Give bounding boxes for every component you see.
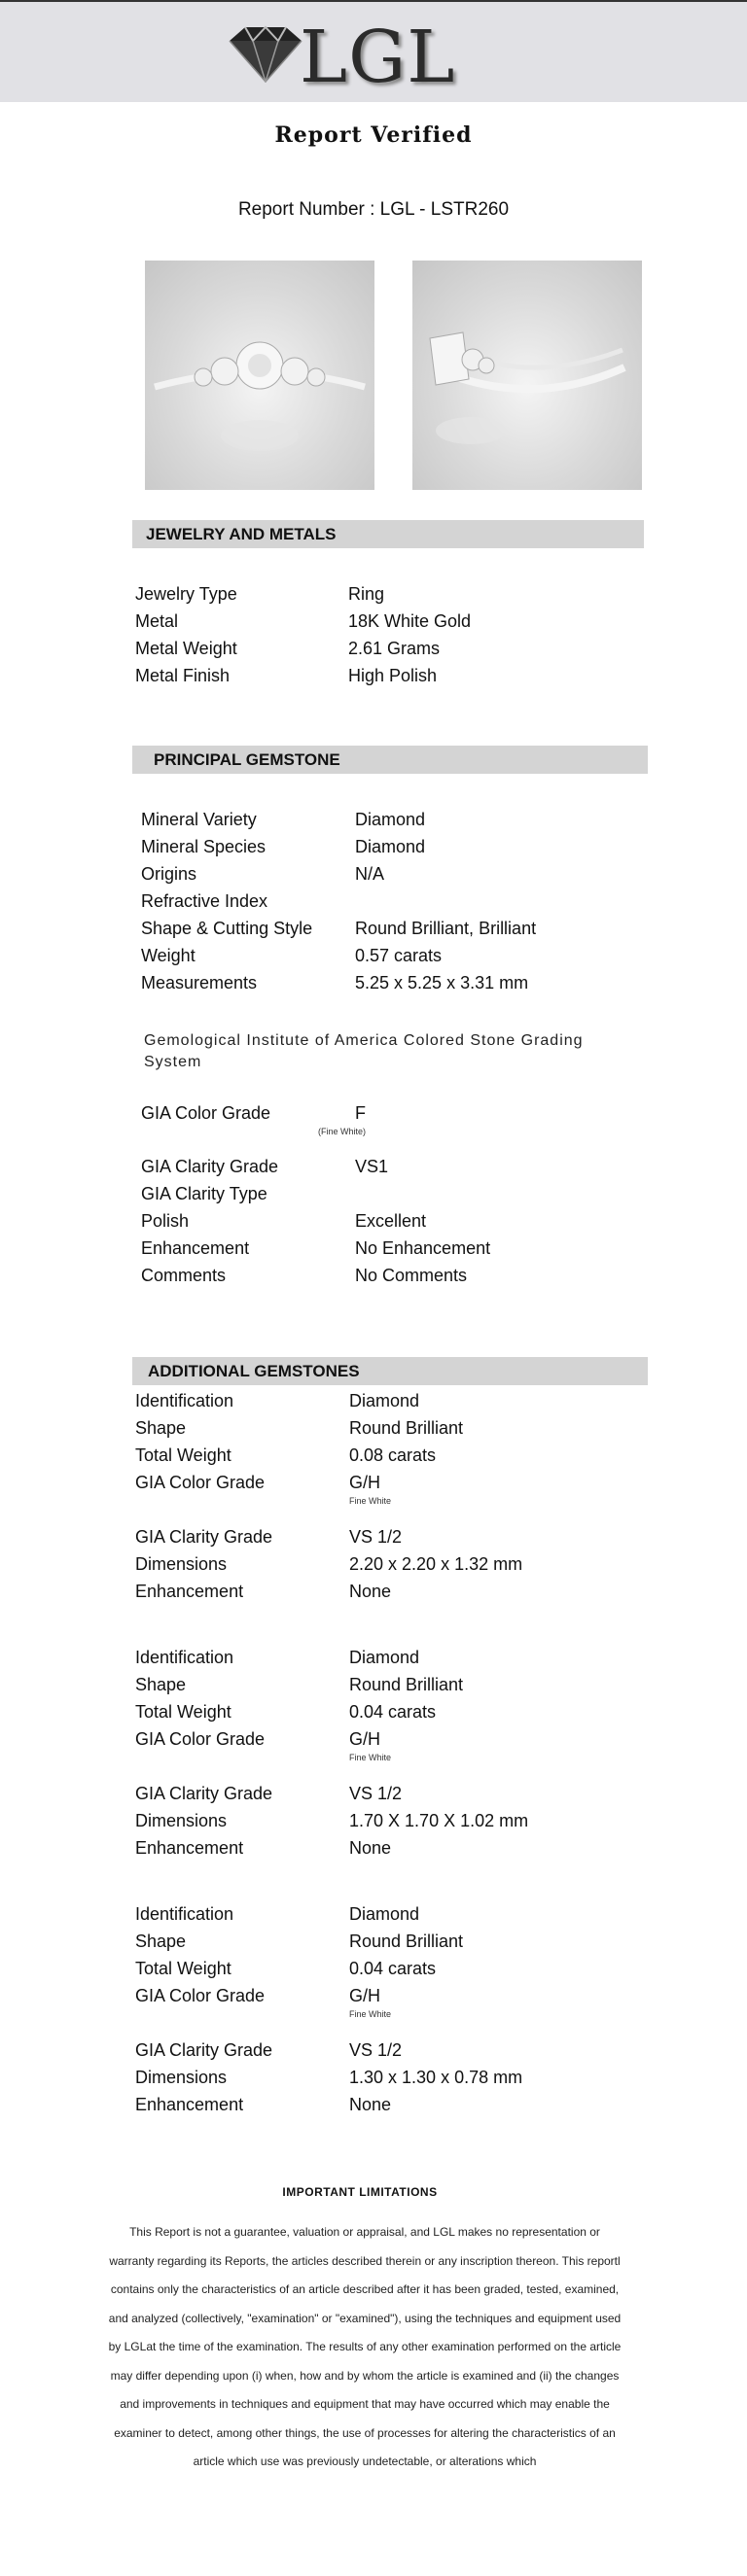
identification-value: Diamond xyxy=(349,1391,420,1410)
polish-label: Polish xyxy=(141,1211,190,1231)
metal-weight-value: 2.61 Grams xyxy=(348,639,441,658)
logo-text: LGL xyxy=(300,16,456,99)
identification-value: Diamond xyxy=(349,1904,420,1924)
total-weight-label: Total Weight xyxy=(135,1702,231,1722)
polish-value: Excellent xyxy=(355,1211,427,1231)
total-weight-value: 0.08 carats xyxy=(349,1445,437,1465)
gia-color-grade-label: GIA Color Grade xyxy=(135,1986,266,2005)
report-number: Report Number : LGL - LSTR260 xyxy=(237,199,510,220)
gia-color-grade-label: GIA Color Grade xyxy=(141,1103,271,1123)
identification-value: Diamond xyxy=(349,1648,420,1667)
enhancement-value: No Enhancement xyxy=(355,1238,491,1258)
gia-color-grade-value: G/H xyxy=(349,1729,381,1749)
gia-clarity-grade-value: VS1 xyxy=(355,1157,389,1176)
gia-clarity-grade-label: GIA Clarity Grade xyxy=(135,1784,273,1803)
additional-gemstones-heading: ADDITIONAL GEMSTONES xyxy=(132,1357,648,1385)
shape-cutting-label: Shape & Cutting Style xyxy=(141,919,313,938)
dimensions-value: 1.70 X 1.70 X 1.02 mm xyxy=(349,1811,529,1830)
shape-value: Round Brilliant xyxy=(349,1418,464,1438)
mineral-variety-value: Diamond xyxy=(355,810,426,829)
measurements-label: Measurements xyxy=(141,973,258,992)
jewelry-type-label: Jewelry Type xyxy=(135,584,237,604)
gia-color-grade-label: GIA Color Grade xyxy=(135,1473,266,1492)
comments-label: Comments xyxy=(141,1266,227,1285)
gia-clarity-grade-label: GIA Clarity Grade xyxy=(141,1157,279,1176)
origins-value: N/A xyxy=(355,864,385,884)
ring-photo-front xyxy=(145,261,374,490)
gia-color-grade-label: GIA Color Grade xyxy=(135,1729,266,1749)
color-grade-note: Fine White xyxy=(349,1496,392,1506)
lgl-logo xyxy=(224,16,477,99)
enhancement-value: None xyxy=(349,1838,392,1858)
diamond-logo-icon xyxy=(224,23,307,84)
identification-label: Identification xyxy=(135,1648,234,1667)
enhancement-value: None xyxy=(349,1582,392,1601)
metal-label: Metal xyxy=(135,611,179,631)
header-bar xyxy=(0,0,747,102)
enhancement-value: None xyxy=(349,2095,392,2114)
gia-clarity-grade-value: VS 1/2 xyxy=(349,1527,403,1547)
comments-value: No Comments xyxy=(355,1266,468,1285)
gia-color-grade-value: G/H xyxy=(349,1986,381,2005)
shape-label: Shape xyxy=(135,1932,187,1951)
color-grade-note: (Fine White) xyxy=(318,1127,367,1136)
weight-label: Weight xyxy=(141,946,196,965)
shape-label: Shape xyxy=(135,1675,187,1694)
gia-clarity-type-label: GIA Clarity Type xyxy=(141,1184,267,1203)
enhancement-label: Enhancement xyxy=(135,1838,244,1858)
gia-clarity-grade-value: VS 1/2 xyxy=(349,2040,403,2060)
enhancement-label: Enhancement xyxy=(135,1582,244,1601)
shape-value: Round Brilliant xyxy=(349,1675,464,1694)
enhancement-label: Enhancement xyxy=(141,1238,250,1258)
dimensions-label: Dimensions xyxy=(135,1554,228,1574)
gia-clarity-grade-label: GIA Clarity Grade xyxy=(135,1527,273,1547)
origins-label: Origins xyxy=(141,864,197,884)
principal-gemstone-heading: PRINCIPAL GEMSTONE xyxy=(132,746,648,774)
metal-finish-value: High Polish xyxy=(348,666,438,685)
gia-color-grade-value: G/H xyxy=(349,1473,381,1492)
dimensions-label: Dimensions xyxy=(135,2068,228,2087)
gia-grading-system-text: Gemological Institute of America Colored Stone Grading System xyxy=(144,1032,584,1070)
identification-label: Identification xyxy=(135,1904,234,1924)
gia-clarity-grade-value: VS 1/2 xyxy=(349,1784,403,1803)
enhancement-label: Enhancement xyxy=(135,2095,244,2114)
shape-label: Shape xyxy=(135,1418,187,1438)
jewelry-type-value: Ring xyxy=(348,584,385,604)
gia-clarity-grade-label: GIA Clarity Grade xyxy=(135,2040,273,2060)
total-weight-label: Total Weight xyxy=(135,1445,231,1465)
total-weight-label: Total Weight xyxy=(135,1959,231,1978)
metal-weight-label: Metal Weight xyxy=(135,639,237,658)
mineral-variety-label: Mineral Variety xyxy=(141,810,257,829)
weight-value: 0.57 carats xyxy=(355,946,443,965)
identification-label: Identification xyxy=(135,1391,234,1410)
shape-cutting-value: Round Brilliant, Brilliant xyxy=(355,919,537,938)
total-weight-value: 0.04 carats xyxy=(349,1959,437,1978)
total-weight-value: 0.04 carats xyxy=(349,1702,437,1722)
dimensions-label: Dimensions xyxy=(135,1811,228,1830)
refractive-index-label: Refractive Index xyxy=(141,891,268,911)
gia-color-grade-value: F xyxy=(355,1103,366,1123)
jewelry-metals-heading: JEWELRY AND METALS xyxy=(132,520,644,548)
color-grade-note: Fine White xyxy=(349,1753,392,1762)
page-title: Report Verified xyxy=(274,122,473,148)
dimensions-value: 2.20 x 2.20 x 1.32 mm xyxy=(349,1554,523,1574)
important-limitations-text: This Report is not a guarantee, valuation or appraisal, and LGL makes no representation or warranty regarding its Reports, the articles described therein or any inscription thereon. This reportl contains only the characteristics of an article described after it has been graded, tested, examined, and analyzed (collectively, "examination" or "examined"), using the techniques and equipment used by LGLat the time of the examination. The results of any other examination performed on the article may differ depending upon (i) when, how and by whom the article is examined and (ii) the changes and improvements in techniques and equipment that may have occurred which may enable the examiner to detect, among other things, the use of processes for altering the characteristics of an article which use was previously undetectable, or alterations which xyxy=(108,2225,622,2468)
important-limitations-heading: IMPORTANT LIMITATIONS xyxy=(282,2185,438,2199)
metal-finish-label: Metal Finish xyxy=(135,666,231,685)
mineral-species-label: Mineral Species xyxy=(141,837,267,856)
dimensions-value: 1.30 x 1.30 x 0.78 mm xyxy=(349,2068,523,2087)
mineral-species-value: Diamond xyxy=(355,837,426,856)
color-grade-note: Fine White xyxy=(349,2009,392,2019)
metal-value: 18K White Gold xyxy=(348,611,472,631)
ring-photo-side xyxy=(412,261,642,490)
measurements-value: 5.25 x 5.25 x 3.31 mm xyxy=(355,973,529,992)
shape-value: Round Brilliant xyxy=(349,1932,464,1951)
